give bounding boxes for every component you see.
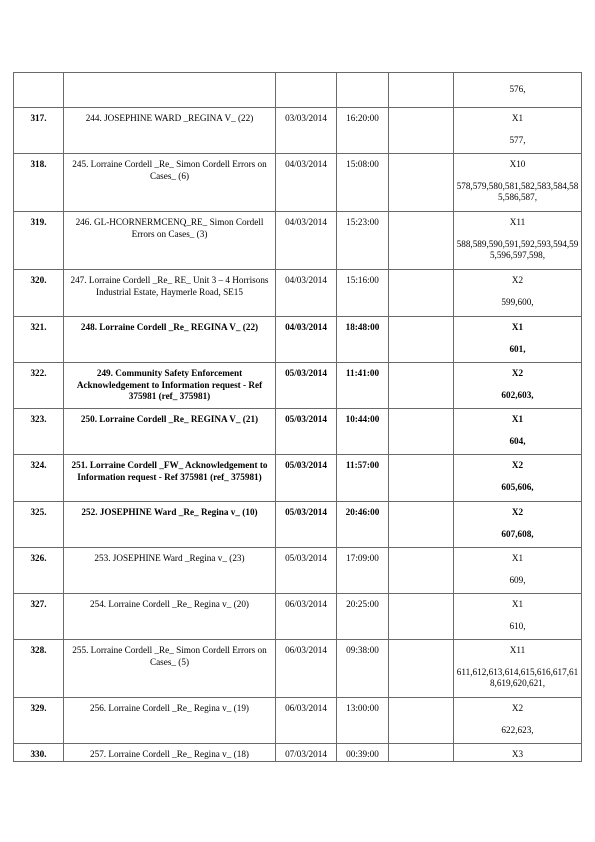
document-time: 20:25:00 (337, 594, 389, 640)
document-title: 244. JOSEPHINE WARD _REGINA V_ (22) (64, 108, 276, 154)
row-number: 324. (14, 455, 64, 502)
page-numbers: 607,608, (501, 528, 534, 539)
page-references (454, 212, 582, 270)
page-numbers: 588,589,590,591,592,593,594,595,596,597,598, (456, 238, 579, 260)
page-count: X11 (509, 645, 526, 655)
document-time (337, 73, 389, 108)
table-row (14, 455, 582, 502)
table-row (14, 502, 582, 548)
document-title (64, 73, 276, 108)
blank-cell (389, 409, 454, 455)
page-count: X3 (511, 749, 524, 759)
blank-cell (389, 154, 454, 212)
page-count: X11 (509, 217, 526, 227)
document-time: 13:00:00 (337, 698, 389, 744)
page-references (454, 744, 582, 762)
document-date: 04/03/2014 (276, 270, 337, 317)
document-time: 15:23:00 (337, 212, 389, 270)
row-number: 327. (14, 594, 64, 640)
document-title: 251. Lorraine Cordell _FW_ Acknowledgement to Information request - Ref 375981 (ref_ 375981) (64, 455, 276, 502)
document-title: 257. Lorraine Cordell _Re_ Regina v_ (18) (64, 744, 276, 762)
page-numbers: 610, (509, 620, 526, 631)
row-number (14, 73, 64, 108)
blank-cell (389, 455, 454, 502)
page-count: X1 (511, 113, 524, 123)
row-number: 320. (14, 270, 64, 317)
document-title: 248. Lorraine Cordell _Re_ REGINA V_ (22) (64, 317, 276, 363)
row-number: 328. (14, 640, 64, 698)
table-row (14, 698, 582, 744)
page-count: X2 (511, 460, 524, 470)
page-numbers: 577, (509, 134, 526, 145)
document-title: 256. Lorraine Cordell _Re_ Regina v_ (19) (64, 698, 276, 744)
document-time: 09:38:00 (337, 640, 389, 698)
document-title: 250. Lorraine Cordell _Re_ REGINA V_ (21) (64, 409, 276, 455)
page-numbers: 576, (509, 84, 526, 94)
document-time: 11:41:00 (337, 363, 389, 409)
table-row (14, 363, 582, 409)
document-time: 15:16:00 (337, 270, 389, 317)
row-number: 317. (14, 108, 64, 154)
table-row (14, 640, 582, 698)
row-number: 319. (14, 212, 64, 270)
document-date (276, 73, 337, 108)
document-date: 03/03/2014 (276, 108, 337, 154)
page-references (454, 270, 582, 317)
document-title: 247. Lorraine Cordell _Re_ RE_ Unit 3 – 4 Horrisons Industrial Estate, Haymerle Road, SE15 (64, 270, 276, 317)
page-count: X1 (511, 322, 524, 332)
row-number: 323. (14, 409, 64, 455)
document-date: 05/03/2014 (276, 409, 337, 455)
table-row (14, 212, 582, 270)
blank-cell (389, 502, 454, 548)
document-title: 254. Lorraine Cordell _Re_ Regina v_ (20) (64, 594, 276, 640)
page-numbers: 599,600, (501, 296, 534, 307)
table-row (14, 154, 582, 212)
document-title: 245. Lorraine Cordell _Re_ Simon Cordell Errors on Cases_ (6) (64, 154, 276, 212)
document-time: 10:44:00 (337, 409, 389, 455)
blank-cell (389, 640, 454, 698)
blank-cell (389, 317, 454, 363)
table-row (14, 594, 582, 640)
document-time: 17:09:00 (337, 548, 389, 594)
page-count: X1 (511, 553, 524, 563)
page-count: X1 (511, 414, 524, 424)
table-row (14, 73, 582, 108)
document-date: 05/03/2014 (276, 455, 337, 502)
document-time: 15:08:00 (337, 154, 389, 212)
page-references (454, 409, 582, 455)
page-references (454, 502, 582, 548)
row-number: 322. (14, 363, 64, 409)
document-time: 18:48:00 (337, 317, 389, 363)
document-date: 04/03/2014 (276, 154, 337, 212)
table-row (14, 548, 582, 594)
page-numbers: 601, (509, 343, 526, 354)
document-title: 249. Community Safety Enforcement Acknowledgement to Information request - Ref 375981 (ref_ 375981) (64, 363, 276, 409)
document-date: 04/03/2014 (276, 212, 337, 270)
document-date: 04/03/2014 (276, 317, 337, 363)
blank-cell (389, 212, 454, 270)
page-numbers: 605,606, (501, 481, 534, 492)
row-number: 330. (14, 744, 64, 762)
page-numbers: 622,623, (501, 724, 534, 735)
page-count: X2 (511, 368, 524, 378)
page-references (454, 363, 582, 409)
table-row (14, 409, 582, 455)
document-title: 252. JOSEPHINE Ward _Re_ Regina v_ (10) (64, 502, 276, 548)
document-title: 246. GL-HCORNERMCENQ_RE_ Simon Cordell Errors on Cases_ (3) (64, 212, 276, 270)
page-references (454, 698, 582, 744)
blank-cell (389, 594, 454, 640)
page-references (454, 548, 582, 594)
blank-cell (389, 270, 454, 317)
page-references (454, 455, 582, 502)
table-row (14, 317, 582, 363)
document-index-table (13, 72, 582, 762)
document-title: 253. JOSEPHINE Ward _Regina v_ (23) (64, 548, 276, 594)
document-date: 07/03/2014 (276, 744, 337, 762)
page-numbers: 602,603, (501, 389, 534, 400)
page-count: X10 (509, 159, 526, 169)
blank-cell (389, 108, 454, 154)
page-references (454, 640, 582, 698)
page-references (454, 108, 582, 154)
table-row (14, 108, 582, 154)
page-numbers: 604, (509, 435, 526, 446)
row-number: 318. (14, 154, 64, 212)
row-number: 325. (14, 502, 64, 548)
blank-cell (389, 548, 454, 594)
row-number: 326. (14, 548, 64, 594)
document-date: 06/03/2014 (276, 698, 337, 744)
table-row (14, 270, 582, 317)
document-date: 05/03/2014 (276, 363, 337, 409)
page-numbers: 611,612,613,614,615,616,617,618,619,620,621, (456, 666, 579, 688)
document-date: 06/03/2014 (276, 640, 337, 698)
page-count: X2 (511, 507, 524, 517)
document-time: 20:46:00 (337, 502, 389, 548)
row-number: 321. (14, 317, 64, 363)
page-numbers: 609, (509, 574, 526, 585)
blank-cell (389, 363, 454, 409)
table-row (14, 744, 582, 762)
blank-cell (389, 744, 454, 762)
blank-cell (389, 73, 454, 108)
blank-cell (389, 698, 454, 744)
page-references (454, 317, 582, 363)
page-count: X2 (511, 275, 524, 285)
document-time: 16:20:00 (337, 108, 389, 154)
row-number: 329. (14, 698, 64, 744)
page-references (454, 594, 582, 640)
page-references (454, 73, 582, 108)
document-date: 05/03/2014 (276, 548, 337, 594)
document-time: 00:39:00 (337, 744, 389, 762)
page-count: X1 (511, 599, 524, 609)
page-references (454, 154, 582, 212)
document-date: 05/03/2014 (276, 502, 337, 548)
page-count: X2 (511, 703, 524, 713)
document-title: 255. Lorraine Cordell _Re_ Simon Cordell Errors on Cases_ (5) (64, 640, 276, 698)
document-time: 11:57:00 (337, 455, 389, 502)
document-date: 06/03/2014 (276, 594, 337, 640)
table-body (14, 73, 582, 762)
page-numbers: 578,579,580,581,582,583,584,585,586,587, (456, 180, 579, 202)
